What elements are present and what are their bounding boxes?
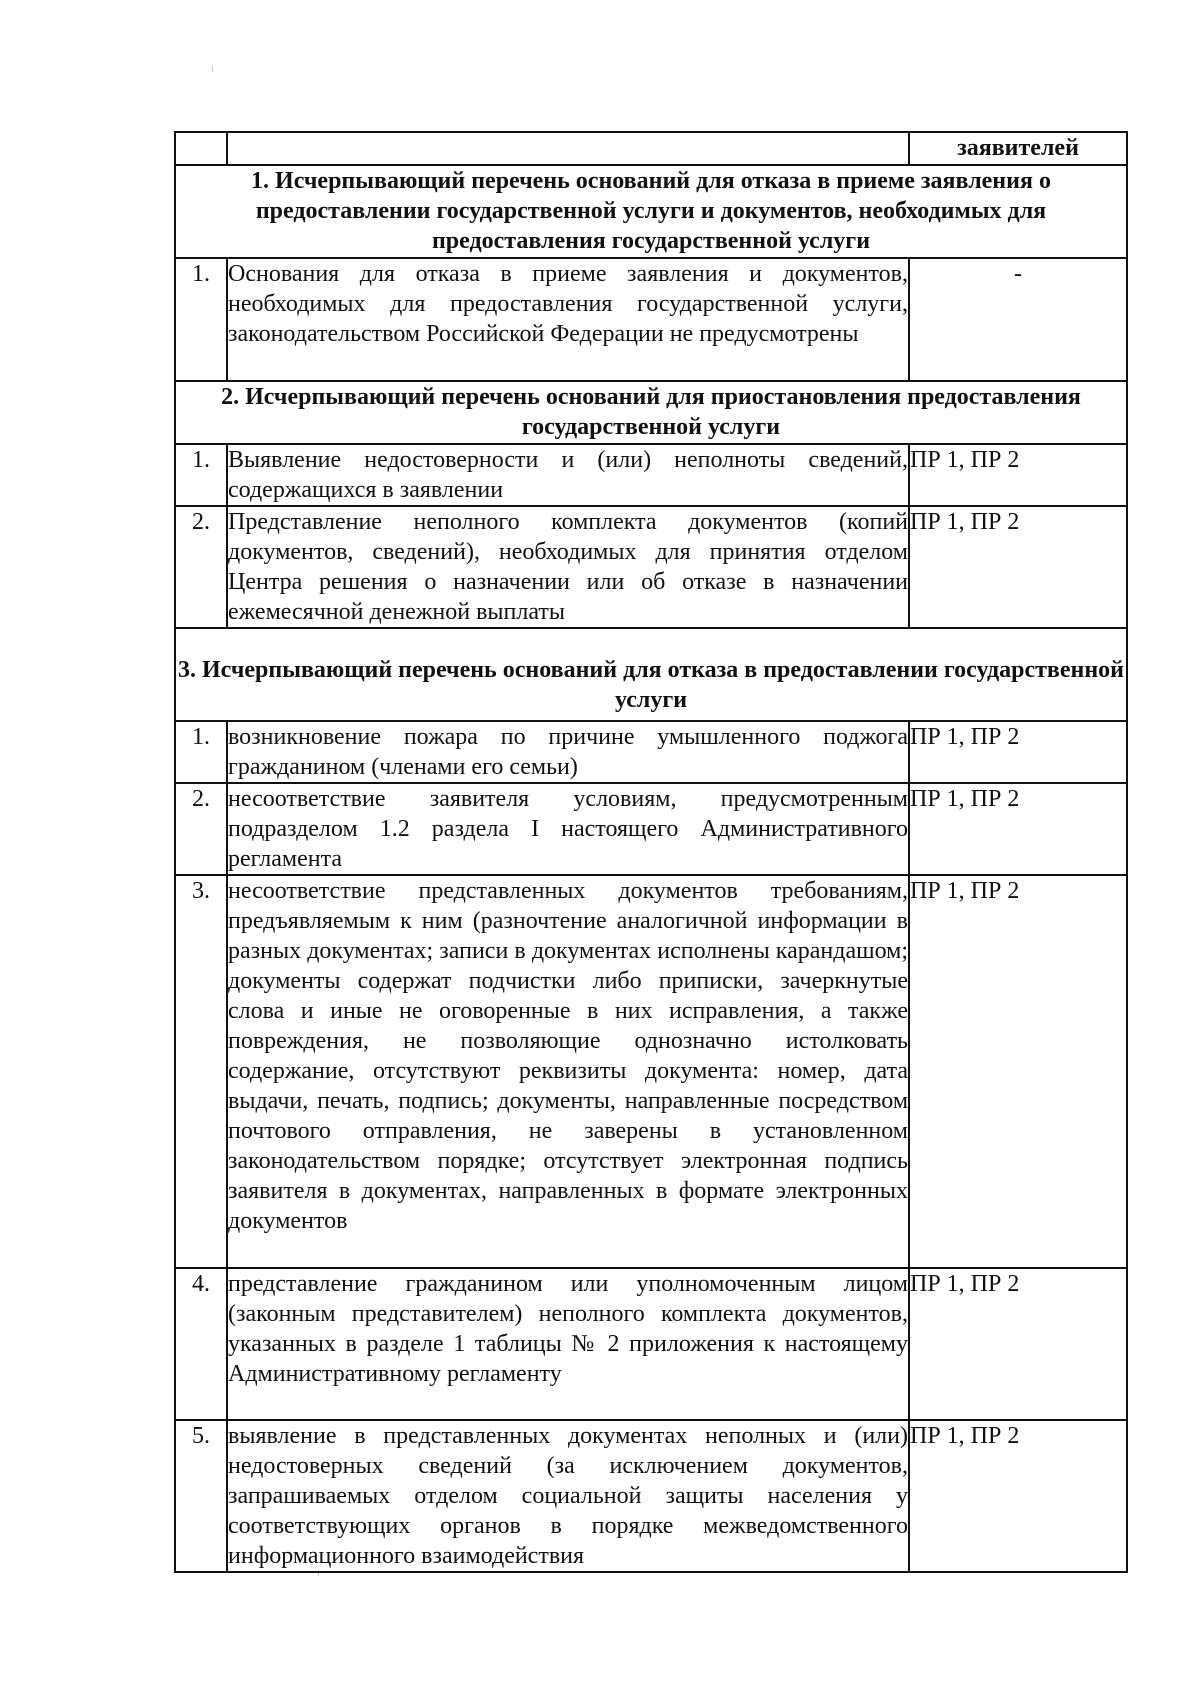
row-number: 1. — [175, 258, 227, 381]
row-number: 2. — [175, 783, 227, 875]
row-reference: ПР 1, ПР 2 — [909, 783, 1127, 875]
row-text: несоответствие представленных документов требованиям, предъявляемым к ним (разночтение аналогичной информации в разных документах; записи в документах исполнены карандашом; документы содержат подчистки либо приписки, зачеркнутые слова и иные не оговоренные в них исправления, а также повреждения, не позволяющие однозначно истолковать содержание, отсутствуют реквизиты документа: номер, дата выдачи, печать, подпись; документы, направленные посредством почтового отправления, не заверены в установленном законодательством порядке; отсутствует электронная подпись заявителя в документах, направленных в формате электронных документов — [227, 875, 909, 1268]
table-row — [175, 258, 1127, 381]
row-text: выявление в представленных документах неполных и (или) недостоверных сведений (за исключением документов, запрашиваемых отделом социальной защиты населения у соответствующих органов в порядке межведомственного информационного взаимодействия — [227, 1420, 909, 1572]
grounds-table — [174, 131, 1128, 1573]
section-title: 2. Исчерпывающий перечень оснований для приостановления предоставления государственной услуги — [175, 381, 1127, 444]
table-row — [175, 1268, 1127, 1420]
row-reference: ПР 1, ПР 2 — [909, 721, 1127, 783]
row-reference: ПР 1, ПР 2 — [909, 506, 1127, 628]
row-reference: - — [909, 258, 1127, 381]
row-number: 1. — [175, 444, 227, 506]
row-number: 4. — [175, 1268, 227, 1420]
table-row — [175, 875, 1127, 1268]
row-reference: ПР 1, ПР 2 — [909, 875, 1127, 1268]
row-reference: ПР 1, ПР 2 — [909, 444, 1127, 506]
row-text: Выявление недостоверности и (или) неполноты сведений, содержащихся в заявлении — [227, 444, 909, 506]
header-row — [175, 132, 1127, 165]
row-text: представление гражданином или уполномоченным лицом (законным представителем) неполного комплекта документов, указанных в разделе 1 таблицы № 2 приложения к настоящему Административному регламенту — [227, 1268, 909, 1420]
row-text: Представление неполного комплекта документов (копий документов, сведений), необходимых для принятия отделом Центра решения о назначении или об отказе в назначении ежемесячной денежной выплаты — [227, 506, 909, 628]
row-text: Основания для отказа в приеме заявления и документов, необходимых для предоставления государственной услуги, законодательством Российской Федерации не предусмотрены — [227, 258, 909, 381]
row-text: возникновение пожара по причине умышленного поджога гражданином (членами его семьи) — [227, 721, 909, 783]
table-row — [175, 721, 1127, 783]
section-heading-row — [175, 628, 1127, 721]
section-title: 1. Исчерпывающий перечень оснований для отказа в приеме заявления о предоставлении государственной услуги и документов, необходимых для предоставления государственной услуги — [175, 165, 1127, 258]
row-number: 2. — [175, 506, 227, 628]
scan-mark — [212, 66, 213, 72]
row-reference: ПР 1, ПР 2 — [909, 1420, 1127, 1572]
header-cell-text — [227, 132, 909, 165]
row-text: несоответствие заявителя условиям, предусмотренным подразделом 1.2 раздела I настоящего Административного регламента — [227, 783, 909, 875]
row-reference: ПР 1, ПР 2 — [909, 1268, 1127, 1420]
table-row — [175, 506, 1127, 628]
section-heading-row — [175, 165, 1127, 258]
section-heading-row — [175, 381, 1127, 444]
header-cell-applicants: заявителей — [909, 132, 1127, 165]
table-row — [175, 783, 1127, 875]
header-cell-num — [175, 132, 227, 165]
row-number: 3. — [175, 875, 227, 1268]
table-row — [175, 1420, 1127, 1572]
section-title: 3. Исчерпывающий перечень оснований для отказа в предоставлении государственной услуги — [175, 628, 1127, 721]
table-row — [175, 444, 1127, 506]
row-number: 5. — [175, 1420, 227, 1572]
row-number: 1. — [175, 721, 227, 783]
